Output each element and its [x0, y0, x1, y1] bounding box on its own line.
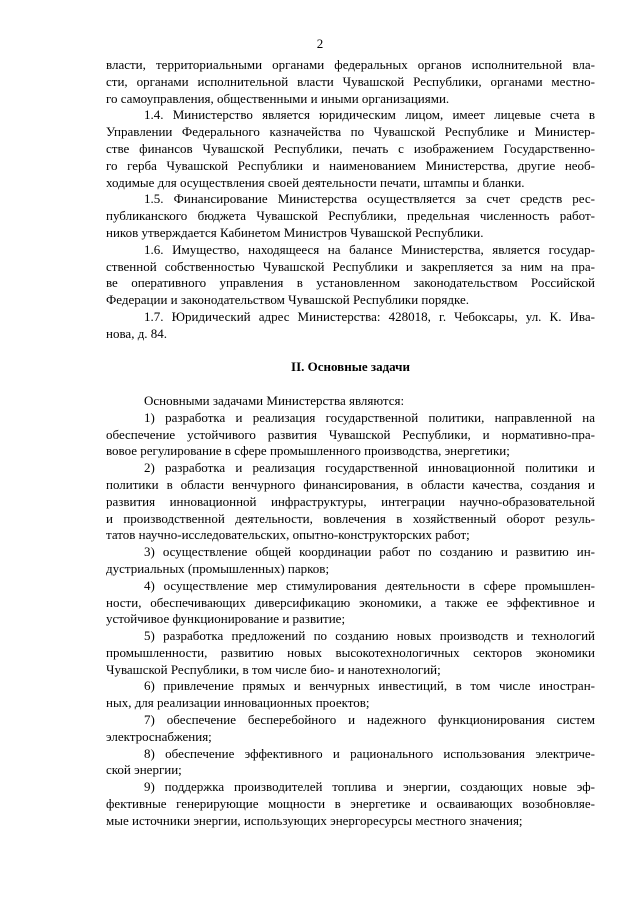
text-line: го герба Чувашской Республики и наименованием Министерства, другие необ-	[106, 157, 595, 173]
text-line: развития инновационной инфраструктуры, интеграции научно-образовательной	[106, 493, 595, 509]
text-line: 8) обеспечение эффективного и рационального использования электриче-	[144, 745, 595, 761]
text-line: 1.6. Имущество, находящееся на балансе Министерства, является государ-	[144, 241, 595, 257]
text-line: ных, для реализации инновационных проектов;	[106, 695, 370, 711]
text-line: промышленности, развитию новых высокотехнологичных секторов экономики	[106, 644, 595, 660]
text-line: вовое регулирование в сфере промышленного производства, энергетики;	[106, 443, 510, 459]
text-line: Управлении Федерального казначейства по Чувашской Республике и Министер-	[106, 124, 595, 140]
text-line: дустриальных (промышленных) парков;	[106, 560, 330, 576]
text-line: мые источники энергии, использующих энергоресурсы местного значения;	[106, 812, 523, 828]
text-line: электроснабжения;	[106, 728, 212, 744]
text-line: власти, территориальными органами федеральных органов исполнительной вла-	[106, 57, 595, 72]
text-line: устойчивое функционирование и развитие;	[106, 611, 346, 627]
text-line: 1) разработка и реализация государственной политики, направленной на	[144, 409, 595, 425]
section-heading: II. Основные задачи	[291, 359, 410, 375]
text-line: Основными задачами Министерства являются:	[144, 392, 405, 408]
text-line: фективные генерирующие мощности в энергетике и осваивающих возобновляе-	[106, 796, 595, 812]
document-body	[106, 57, 595, 830]
text-line: 3) осуществление общей координации работ по созданию и развитию ин-	[144, 544, 595, 560]
text-line: го самоуправления, общественными и иными организациями.	[106, 90, 450, 106]
text-line: 9) поддержка производителей топлива и энергии, создающих новые эф-	[144, 779, 595, 795]
text-line: 2) разработка и реализация государственной инновационной политики и	[144, 460, 595, 476]
text-line: 6) привлечение прямых и венчурных инвестиций, в том числе иностран-	[144, 678, 595, 694]
text-line: публиканского бюджета Чувашской Республики, предельная численность работ-	[106, 208, 595, 224]
text-line: 7) обеспечение бесперебойного и надежного функционирования систем	[144, 712, 595, 728]
text-line: 1.4. Министерство является юридическим лицом, имеет лицевые счета в	[144, 107, 595, 123]
text-line: ности, обеспечивающих диверсификацию экономики, а также ее эффективное и	[106, 594, 595, 610]
text-line: ской энергии;	[106, 762, 182, 778]
text-line: ходимые для осуществления своей деятельности печати, штампы и бланки.	[106, 174, 525, 190]
text-line: 1.5. Финансирование Министерства осуществляется за счет средств рес-	[144, 191, 595, 207]
text-line: Федерации и законодательством Чувашской Республики порядке.	[106, 292, 469, 308]
text-line: ников утверждается Кабинетом Министров Чувашской Республики.	[106, 224, 484, 240]
text-line: сти, органами исполнительной власти Чувашской Республики, органами местно-	[106, 73, 595, 89]
text-line: ве оперативного управления в установленном законодательством Российской	[106, 275, 595, 291]
blank-line	[106, 376, 595, 393]
text-line: 4) осуществление мер стимулирования деятельности в сфере промышлен-	[144, 577, 595, 593]
blank-line	[106, 343, 595, 360]
text-line: политики в области венчурного финансирования, в области качества, создания и	[106, 476, 595, 492]
text-line: 1.7. Юридический адрес Министерства: 428018, г. Чебоксары, ул. К. Ива-	[144, 308, 595, 324]
text-line: 5) разработка предложений по созданию новых производств и технологий	[144, 628, 595, 644]
text-line: и производственной деятельности, вовлечения в хозяйственный оборот резуль-	[106, 510, 595, 526]
text-line: татов научно-исследовательских, опытно-конструкторских работ;	[106, 527, 470, 543]
text-line: нова, д. 84.	[106, 325, 168, 341]
text-line: стве финансов Чувашской Республики, печать с изображением Государственно-	[106, 140, 595, 156]
text-line: Чувашской Республики, в том числе био- и нанотехнологий;	[106, 661, 441, 677]
text-line: обеспечение устойчивого развития Чувашской Республики, и нормативно-пра-	[106, 426, 595, 442]
page-number: 2	[316, 36, 324, 51]
text-line: ственной собственностью Чувашской Республики и закрепляется за ним на пра-	[106, 258, 595, 274]
